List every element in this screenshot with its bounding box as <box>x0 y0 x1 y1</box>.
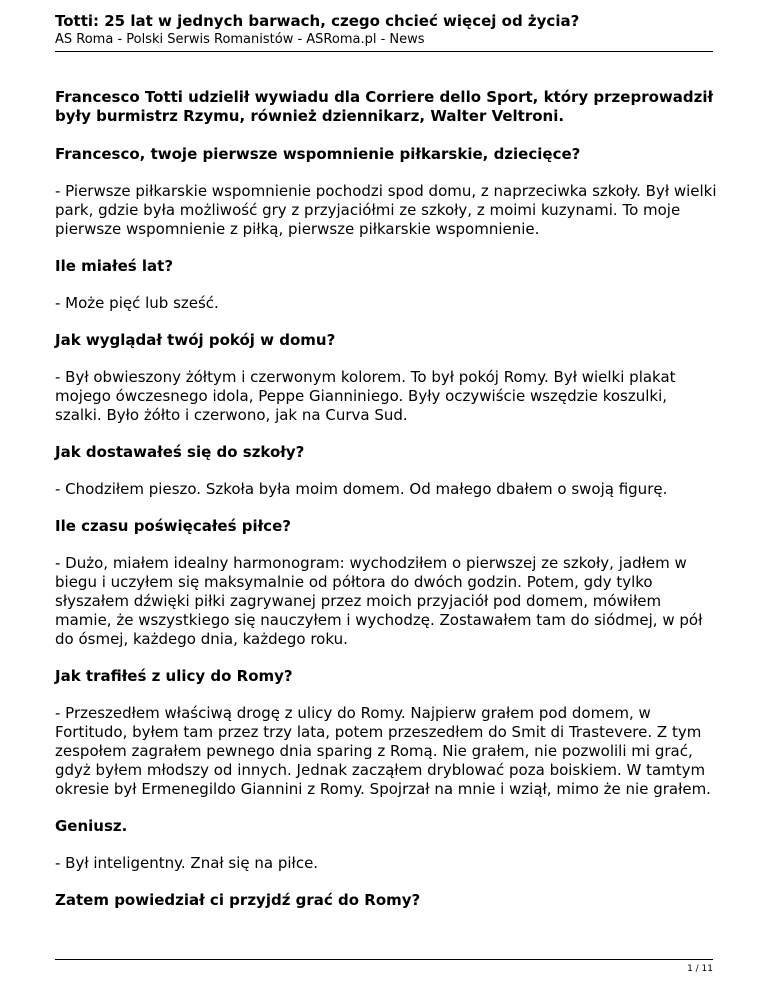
site-breadcrumb: AS Roma - Polski Serwis Romanistów - ASRoma.pl - News <box>55 32 425 47</box>
question: Jak dostawałeś się do szkoły? <box>55 443 305 461</box>
question: Jak wyglądał twój pokój w domu? <box>55 331 336 349</box>
question: Francesco, twoje pierwsze wspomnienie piłkarskie, dziecięce? <box>55 145 581 163</box>
article-title: Totti: 25 lat w jednych barwach, czego chcieć więcej od życia? <box>55 12 580 30</box>
article-intro: Francesco Totti udzielił wywiadu dla Corriere dello Sport, który przeprowadził były burmistrz Rzymu, również dziennikarz, Walter Veltroni. <box>55 88 714 125</box>
answer: - Był inteligentny. Znał się na piłce. <box>55 854 319 872</box>
question: Ile miałeś lat? <box>55 257 174 275</box>
page-header <box>55 12 713 48</box>
answer: - Pierwsze piłkarskie wspomnienie pochodzi spod domu, z naprzeciwka szkoły. Był wielki park, gdzie była możliwość gry z przyjaciółmi ze szkoły, z moimi kuzynami. To moje pierwsze wspomnienie z piłką, pierwsze piłkarskie wspomnienie. <box>55 182 717 238</box>
answer: - Był obwieszony żółtym i czerwonym kolorem. To był pokój Romy. Był wielki plakat mojego ówczesnego idola, Peppe Gianniniego. Były oczywiście wszędzie koszulki, szalki. Było żółto i czerwono, jak na Curva Sud. <box>55 368 676 424</box>
question: Jak trafiłeś z ulicy do Romy? <box>55 667 293 685</box>
question: Zatem powiedział ci przyjdź grać do Romy? <box>55 891 421 909</box>
answer: - Może pięć lub sześć. <box>55 294 219 312</box>
article-body <box>55 88 717 928</box>
question: Ile czasu poświęcałeś piłce? <box>55 517 291 535</box>
answer: - Chodziłem pieszo. Szkoła była moim domem. Od małego dbałem o swoją figurę. <box>55 480 668 498</box>
page-number: 1 / 11 <box>687 964 713 974</box>
answer: - Dużo, miałem idealny harmonogram: wychodziłem o pierwszej ze szkoły, jadłem w biegu i uczyłem się maksymalnie od półtora do dwóch godzin. Potem, gdy tylko słyszałem dźwięki piłki zagrywanej przez moich przyjaciół pod domem, mówiłem mamie, że wszystkiego się nauczyłem i wychodzę. Zostawałem tam do siódmej, w pół do ósmej, każdego dnia, każdego roku. <box>55 554 703 648</box>
answer: - Przeszedłem właściwą drogę z ulicy do Romy. Najpierw grałem pod domem, w Fortitudo, byłem tam przez trzy lata, potem przeszedłem do Smit di Trastevere. Z tym zespołem zagrałem pewnego dnia sparing z Romą. Nie grałem, nie pozwolili mi grać, gdyż byłem młodszy od innych. Jednak zacząłem dryblować poza boiskiem. W tamtym okresie był Ermenegildo Giannini z Romy. Spojrzał na mnie i wziął, mimo że nie grałem. <box>55 704 711 798</box>
header-divider <box>55 51 713 52</box>
question: Geniusz. <box>55 817 128 835</box>
footer-divider <box>55 959 713 960</box>
